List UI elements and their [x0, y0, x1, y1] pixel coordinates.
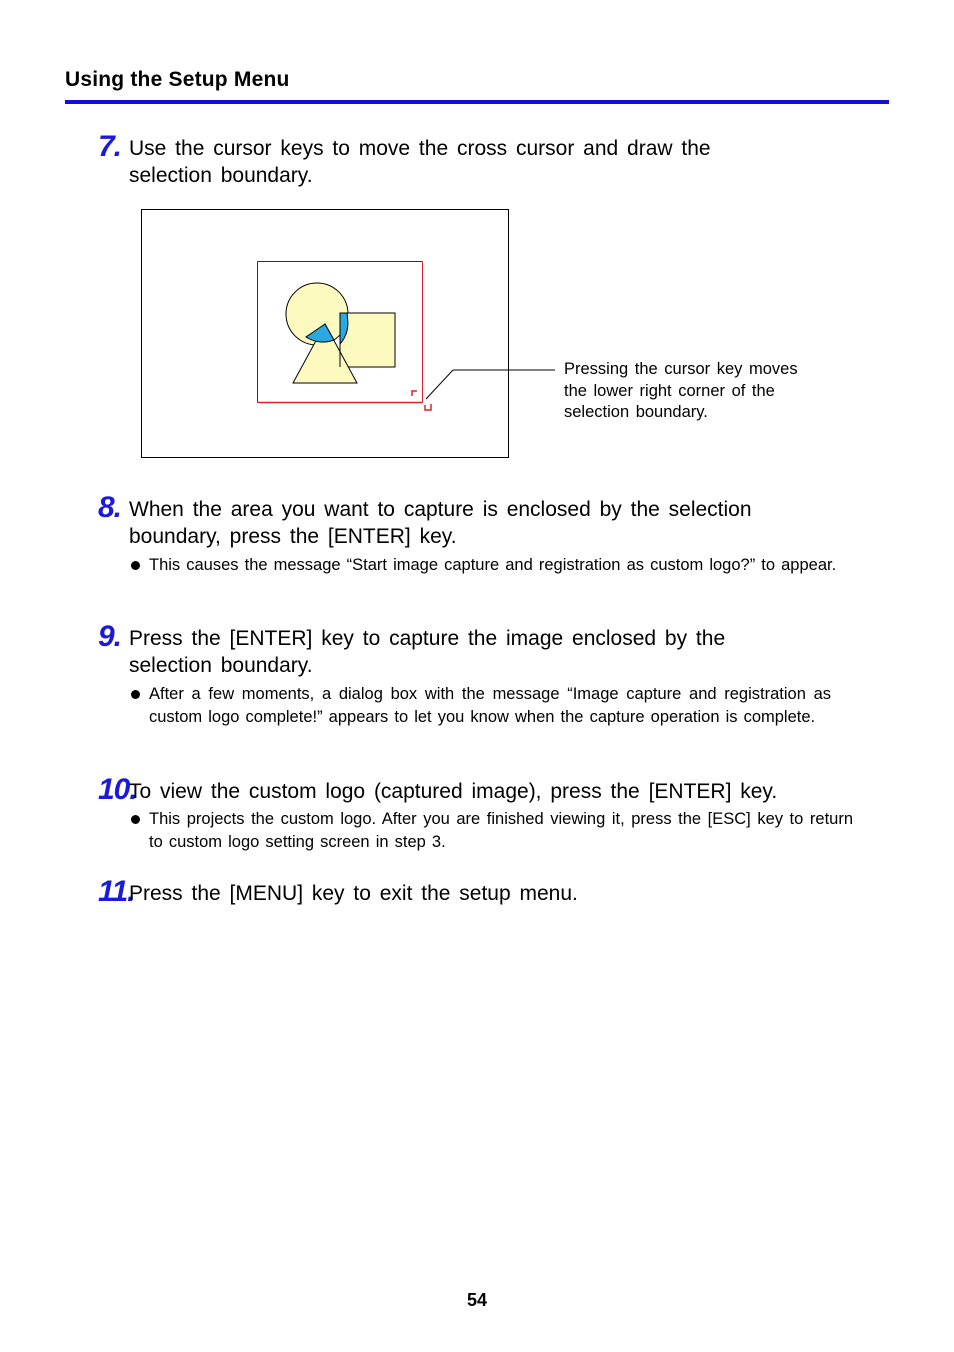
- step-9-text: Press the [ENTER] key to capture the image enclosed by the selection boundary.: [129, 627, 726, 677]
- page-number: 54: [466, 1290, 488, 1310]
- step-10-note-text: This projects the custom logo. After you are finished viewing it, press the [ESC] key to return to custom logo setting screen in step 3.: [149, 810, 853, 851]
- selection-diagram: [141, 209, 509, 458]
- step-7-number: 7.: [98, 130, 122, 163]
- step-10-text: To view the custom logo (captured image), press the [ENTER] key.: [129, 780, 778, 803]
- step-9-note-text: After a few moments, a dialog box with the message “Image capture and registration as custom logo complete!” appears to let you know when the capture operation is complete.: [149, 685, 831, 726]
- bullet-dot-icon: [131, 815, 140, 824]
- header-divider: [65, 100, 889, 104]
- page-header-title: Using the Setup Menu: [65, 68, 290, 91]
- step-11-number: 11.: [98, 875, 135, 908]
- step-9-note: [131, 683, 831, 729]
- step-8-note: [131, 554, 853, 577]
- bullet-dot-icon: [131, 690, 140, 699]
- step-10-number: 10.: [98, 773, 137, 806]
- step-9-number: 9.: [98, 620, 122, 653]
- figure-callout: Pressing the cursor key moves the lower right corner of the selection boundary.: [564, 360, 798, 421]
- callout-leader: [509, 369, 557, 373]
- step-7-text: Use the cursor keys to move the cross cursor and draw the selection boundary.: [129, 137, 711, 187]
- step-11-text: Press the [MENU] key to exit the setup menu.: [129, 882, 578, 905]
- step-10-note: [131, 808, 853, 854]
- step-8-text: When the area you want to capture is enclosed by the selection boundary, press the [ENTER] key.: [129, 498, 752, 548]
- bullet-dot-icon: [131, 561, 140, 570]
- step-8-number: 8.: [98, 491, 122, 524]
- step-8-note-text: This causes the message “Start image capture and registration as custom logo?” to appear.: [149, 556, 837, 574]
